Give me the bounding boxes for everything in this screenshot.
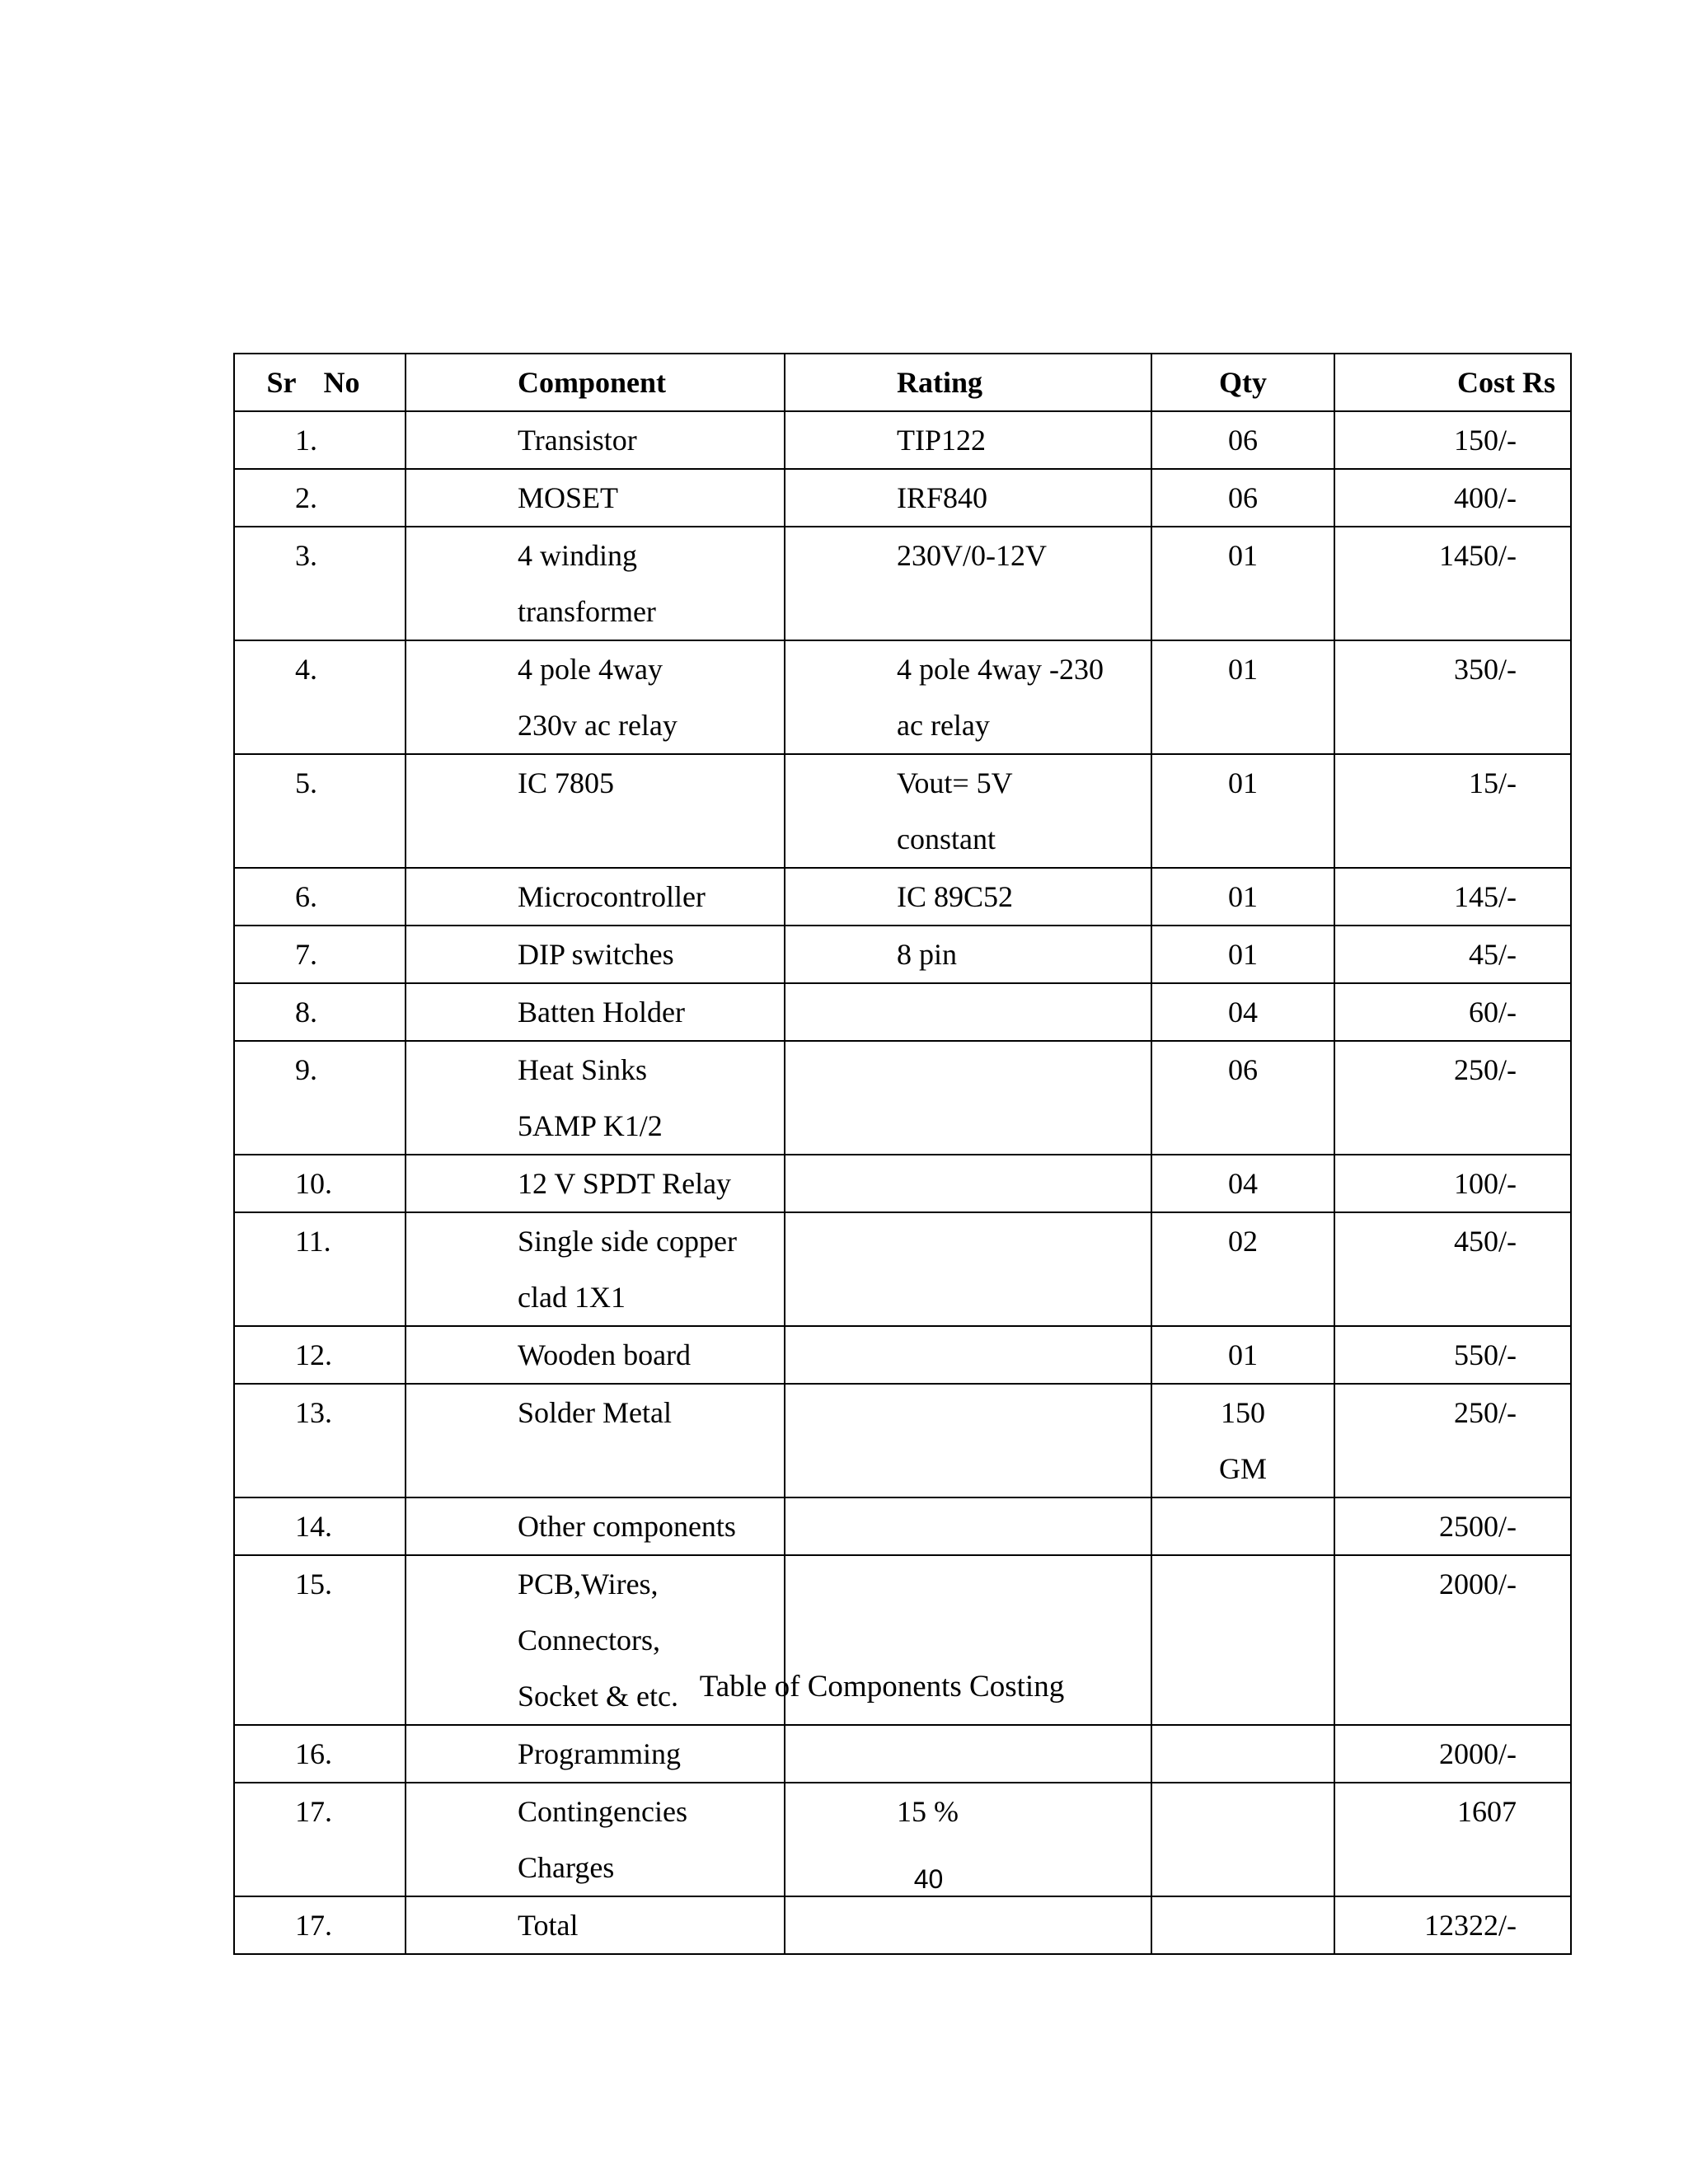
table-row — [234, 640, 1571, 754]
cell-component — [406, 1725, 785, 1783]
cell-component-line: Heat Sinks — [518, 1053, 647, 1086]
cell-qty — [1151, 1155, 1334, 1212]
cell-qty — [1151, 1384, 1334, 1497]
cell-sr-no — [234, 1725, 406, 1783]
cell-qty-line: 01 — [1228, 766, 1258, 799]
cell-sr-no — [234, 754, 406, 868]
table-body — [234, 354, 1571, 1954]
cell-component-line: Microcontroller — [518, 880, 706, 913]
cell-rating — [785, 1212, 1151, 1326]
cell-rating-line: constant — [897, 823, 996, 855]
cell-qty-line: 01 — [1228, 938, 1258, 971]
cell-component-line: 5AMP K1/2 — [518, 1109, 663, 1142]
cell-component — [406, 1384, 785, 1497]
sr-no-text: 8. — [295, 996, 317, 1029]
cell-rating — [785, 1896, 1151, 1954]
cell-qty-line: 04 — [1228, 1167, 1258, 1200]
cell-component-line: Programming — [518, 1737, 681, 1770]
cell-component-line: IC 7805 — [518, 766, 614, 799]
cell-component-line: clad 1X1 — [518, 1281, 626, 1314]
cell-qty — [1151, 469, 1334, 527]
sr-no-text: 15. — [295, 1568, 332, 1601]
cell-component — [406, 469, 785, 527]
header-sr-line: Sr — [266, 366, 297, 399]
sr-no-text: 5. — [295, 766, 317, 799]
cell-rating-line: 4 pole 4way -230 — [897, 653, 1104, 686]
cell-sr-no — [234, 1896, 406, 1954]
components-costing-table — [233, 353, 1572, 1955]
cell-component-line: Connectors, — [518, 1624, 660, 1657]
cell-component — [406, 754, 785, 868]
table-header-row — [234, 354, 1571, 411]
cell-component-line: Solder Metal — [518, 1396, 672, 1429]
cell-cost: 15/- — [1334, 754, 1571, 868]
header-rating: Rating — [785, 354, 1151, 411]
cell-rating-line: IRF840 — [897, 481, 988, 514]
cell-component-line: DIP switches — [518, 938, 674, 971]
table-row — [234, 1155, 1571, 1212]
header-no-line: No — [323, 366, 360, 399]
cell-rating-line: 230V/0-12V — [897, 539, 1047, 572]
table-caption: Table of Components Costing — [699, 1670, 1065, 1704]
cell-component — [406, 1041, 785, 1155]
cell-rating — [785, 926, 1151, 983]
cell-sr-no — [234, 1212, 406, 1326]
sr-no-text: 3. — [295, 539, 317, 572]
cell-component-line: Single side copper — [518, 1225, 737, 1258]
cell-component-line: transformer — [518, 595, 656, 628]
cell-qty — [1151, 926, 1334, 983]
cell-sr-no — [234, 983, 406, 1041]
sr-no-text: 13. — [295, 1396, 332, 1429]
cell-rating-line: 8 pin — [897, 938, 958, 971]
cell-component-line: 4 pole 4way — [518, 653, 663, 686]
cell-qty-line: 04 — [1228, 996, 1258, 1029]
cell-qty-line: 150 — [1221, 1396, 1265, 1429]
cell-component-line: PCB,Wires, — [518, 1568, 659, 1601]
sr-no-text: 10. — [295, 1167, 332, 1200]
cell-component — [406, 868, 785, 926]
cell-component-line: MOSET — [518, 481, 619, 514]
cell-qty — [1151, 640, 1334, 754]
sr-no-text: 12. — [295, 1338, 332, 1371]
cell-cost: 250/- — [1334, 1384, 1571, 1497]
cell-sr-no — [234, 1041, 406, 1155]
cell-cost: 145/- — [1334, 868, 1571, 926]
sr-no-text: 9. — [295, 1053, 317, 1086]
cell-component — [406, 1212, 785, 1326]
cell-rating — [785, 1497, 1151, 1555]
cell-rating — [785, 754, 1151, 868]
sr-no-text: 6. — [295, 880, 317, 913]
cell-qty-line: 01 — [1228, 653, 1258, 686]
header-component: Component — [406, 354, 785, 411]
cell-rating — [785, 1041, 1151, 1155]
cell-component-line: Batten Holder — [518, 996, 685, 1029]
cell-rating — [785, 1384, 1151, 1497]
cell-rating — [785, 868, 1151, 926]
table-row — [234, 983, 1571, 1041]
table-row — [234, 868, 1571, 926]
table-row — [234, 926, 1571, 983]
cell-cost: 100/- — [1334, 1155, 1571, 1212]
cell-rating — [785, 1725, 1151, 1783]
cell-rating — [785, 1155, 1151, 1212]
sr-no-text: 1. — [295, 424, 317, 457]
cell-qty — [1151, 868, 1334, 926]
cell-cost: 550/- — [1334, 1326, 1571, 1384]
cell-qty — [1151, 983, 1334, 1041]
cell-component-line: Wooden board — [518, 1338, 692, 1371]
cell-qty — [1151, 1326, 1334, 1384]
cell-rating-line: 15 % — [897, 1795, 959, 1828]
cell-component-line: Charges — [518, 1851, 615, 1884]
cell-cost: 1450/- — [1334, 527, 1571, 640]
cell-qty — [1151, 527, 1334, 640]
cell-sr-no — [234, 1497, 406, 1555]
cell-cost: 2000/- — [1334, 1725, 1571, 1783]
cell-cost: 150/- — [1334, 411, 1571, 469]
cell-sr-no — [234, 868, 406, 926]
cell-qty — [1151, 411, 1334, 469]
cell-rating — [785, 983, 1151, 1041]
cell-sr-no — [234, 1326, 406, 1384]
cell-qty — [1151, 1497, 1334, 1555]
cell-rating — [785, 411, 1151, 469]
cell-cost: 12322/- — [1334, 1896, 1571, 1954]
sr-no-text: 16. — [295, 1737, 332, 1770]
cell-sr-no — [234, 469, 406, 527]
cell-cost: 2000/- — [1334, 1555, 1571, 1725]
cell-sr-no — [234, 411, 406, 469]
cell-sr-no — [234, 527, 406, 640]
cell-rating-line: ac relay — [897, 709, 990, 742]
cell-qty-line: 01 — [1228, 880, 1258, 913]
page-number: 40 — [913, 1864, 944, 1894]
sr-no-text: 17. — [295, 1795, 332, 1828]
cell-rating — [785, 1326, 1151, 1384]
cell-rating — [785, 469, 1151, 527]
table-row — [234, 1497, 1571, 1555]
cell-qty — [1151, 1041, 1334, 1155]
cell-cost: 250/- — [1334, 1041, 1571, 1155]
cell-qty — [1151, 1725, 1334, 1783]
cell-sr-no — [234, 1384, 406, 1497]
sr-no-text: 17. — [295, 1909, 332, 1942]
table-row — [234, 1896, 1571, 1954]
table-row — [234, 1725, 1571, 1783]
table-row — [234, 754, 1571, 868]
cell-qty-line: 01 — [1228, 1338, 1258, 1371]
cell-component — [406, 1497, 785, 1555]
cell-cost: 1607 — [1334, 1783, 1571, 1896]
cell-cost: 2500/- — [1334, 1497, 1571, 1555]
cell-qty-line: GM — [1218, 1452, 1267, 1485]
cell-rating-line: Vout= 5V — [897, 766, 1013, 799]
table-row — [234, 1326, 1571, 1384]
sr-no-text: 7. — [295, 938, 317, 971]
table-row — [234, 1212, 1571, 1326]
cell-component — [406, 1155, 785, 1212]
cell-rating-line: TIP122 — [897, 424, 986, 457]
table-row — [234, 411, 1571, 469]
table-row — [234, 527, 1571, 640]
table-row — [234, 1041, 1571, 1155]
sr-no-text: 11. — [295, 1225, 331, 1258]
table-row — [234, 469, 1571, 527]
header-qty: Qty — [1151, 354, 1334, 411]
cell-rating-line: IC 89C52 — [897, 880, 1014, 913]
cell-component — [406, 1326, 785, 1384]
cell-component-line: Other components — [518, 1510, 736, 1543]
cell-cost: 450/- — [1334, 1212, 1571, 1326]
cell-component-line: Socket & etc. — [518, 1680, 678, 1713]
cell-rating — [785, 527, 1151, 640]
sr-no-text: 4. — [295, 653, 317, 686]
header-cost: Cost Rs — [1334, 354, 1571, 411]
cell-qty-line: 02 — [1228, 1225, 1258, 1258]
cell-component-line: 4 winding — [518, 539, 638, 572]
cell-cost: 60/- — [1334, 983, 1571, 1041]
cell-component — [406, 983, 785, 1041]
cell-component — [406, 926, 785, 983]
cell-component-line: Contingencies — [518, 1795, 687, 1828]
table-row — [234, 1384, 1571, 1497]
cell-qty-line: 01 — [1228, 539, 1258, 572]
cell-component — [406, 640, 785, 754]
cell-component — [406, 411, 785, 469]
cell-sr-no — [234, 640, 406, 754]
header-sr-no — [234, 354, 406, 411]
cell-component-line: 12 V SPDT Relay — [518, 1167, 732, 1200]
sr-no-text: 2. — [295, 481, 317, 514]
cell-cost: 45/- — [1334, 926, 1571, 983]
cell-qty-line: 06 — [1228, 481, 1258, 514]
cell-rating — [785, 640, 1151, 754]
sr-no-text: 14. — [295, 1510, 332, 1543]
cell-component-line: 230v ac relay — [518, 709, 678, 742]
cell-qty — [1151, 1212, 1334, 1326]
cell-qty-line: 06 — [1228, 1053, 1258, 1086]
cell-sr-no — [234, 926, 406, 983]
cell-component-line: Total — [518, 1909, 579, 1942]
cell-qty — [1151, 754, 1334, 868]
cell-cost: 350/- — [1334, 640, 1571, 754]
cell-component — [406, 1896, 785, 1954]
cell-component — [406, 527, 785, 640]
cell-component-line: Transistor — [518, 424, 637, 457]
cell-sr-no — [234, 1155, 406, 1212]
cell-qty-line: 06 — [1228, 424, 1258, 457]
cell-cost: 400/- — [1334, 469, 1571, 527]
cell-qty — [1151, 1896, 1334, 1954]
